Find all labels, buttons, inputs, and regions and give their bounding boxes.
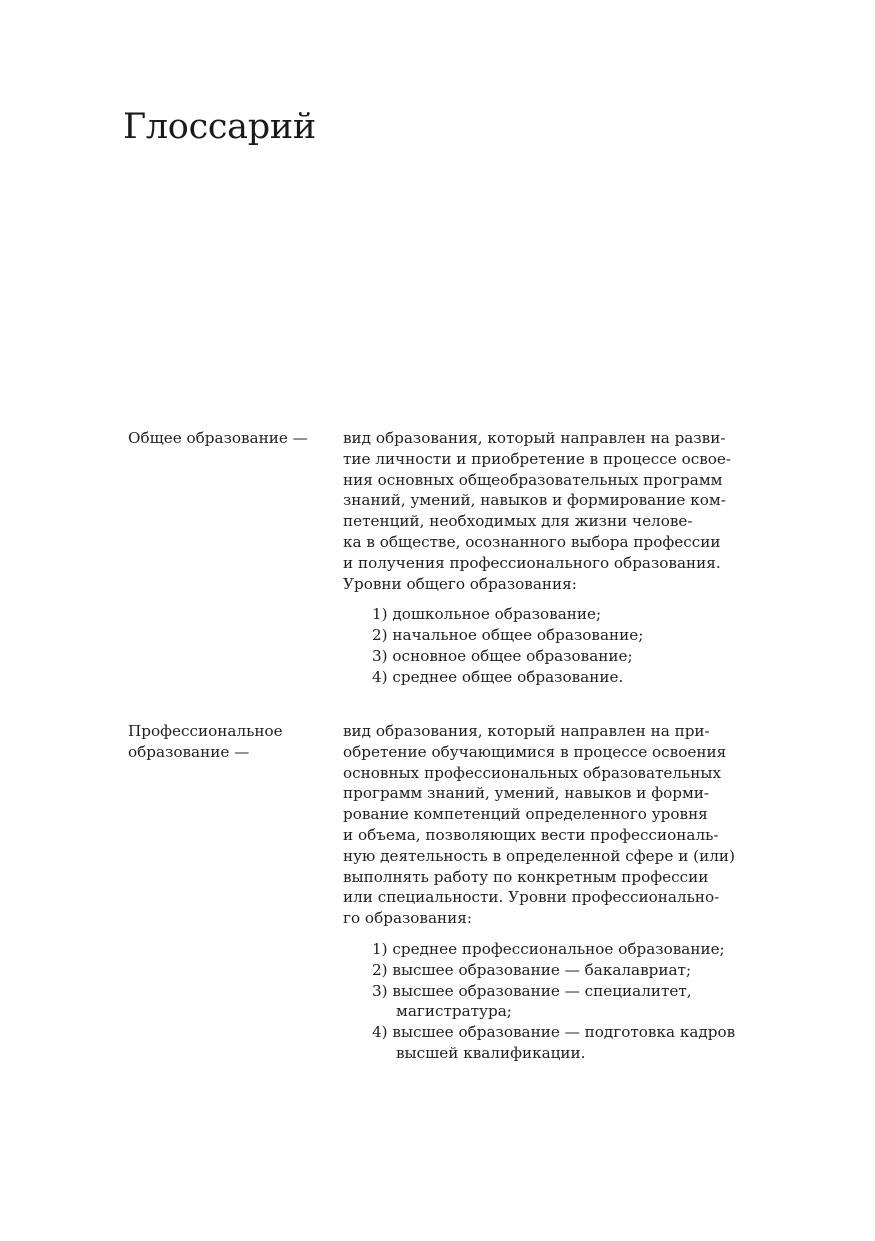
definition-line: го образования: [343, 909, 472, 928]
list-item: 2) высшее образование — бакалавриат; [372, 960, 692, 979]
definition-line: вид образования, который направлен на разви- [343, 429, 726, 447]
definition-line: ка в обществе, осознанного выбора профессии [343, 532, 721, 551]
glossary-term [128, 428, 318, 449]
definition-line: программ знаний, умений, навыков и форми- [343, 784, 710, 803]
page-title: Глоссарий [123, 107, 316, 147]
definition-line: и получения профессионального образования. [343, 553, 721, 572]
definition-line: или специальности. Уровни профессионально- [343, 888, 720, 907]
term-line: образование — [128, 742, 250, 761]
definition-text [343, 721, 746, 929]
term-line: Общее образование — [128, 429, 308, 447]
definition-line: вид образования, который направлен на при- [343, 722, 710, 740]
definition-line: основных профессиональных образовательных [343, 763, 722, 782]
list-item: 4) высшее образование — подготовка кадров высшей квалификации. [372, 1023, 736, 1062]
education-levels-list [343, 604, 746, 687]
list-item: 2) начальное общее образование; [372, 626, 644, 645]
term-line: Профессиональное [128, 722, 283, 740]
education-levels-list [343, 939, 746, 1064]
definition-line: Уровни общего образования: [343, 574, 577, 593]
list-item: 1) среднее профессиональное образование; [372, 939, 725, 958]
definition-line: знаний, умений, навыков и формирование ком- [343, 491, 726, 510]
definition-line: петенций, необходимых для жизни челове- [343, 512, 693, 531]
glossary-definition [343, 721, 746, 1064]
list-item: 1) дошкольное образование; [372, 605, 602, 624]
list-item: 3) высшее образование — специалитет, магистратура; [372, 981, 692, 1021]
definition-line: выполнять работу по конкретным профессии [343, 867, 709, 886]
definition-line: ную деятельность в определенной сфере и (или) [343, 846, 735, 865]
definition-line: обретение обучающимися в процессе освоения [343, 742, 727, 761]
definition-line: рование компетенций определенного уровня [343, 805, 708, 824]
glossary-definition [343, 428, 746, 688]
list-item: 3) основное общее образование; [372, 646, 633, 665]
list-item: 4) среднее общее образование. [372, 667, 624, 686]
glossary-term [128, 721, 318, 763]
definition-line: ния основных общеобразовательных программ [343, 470, 723, 489]
definition-line: тие личности и приобретение в процессе освое- [343, 449, 732, 468]
definition-line: и объема, позволяющих вести профессиональ- [343, 825, 719, 844]
definition-text [343, 428, 746, 594]
